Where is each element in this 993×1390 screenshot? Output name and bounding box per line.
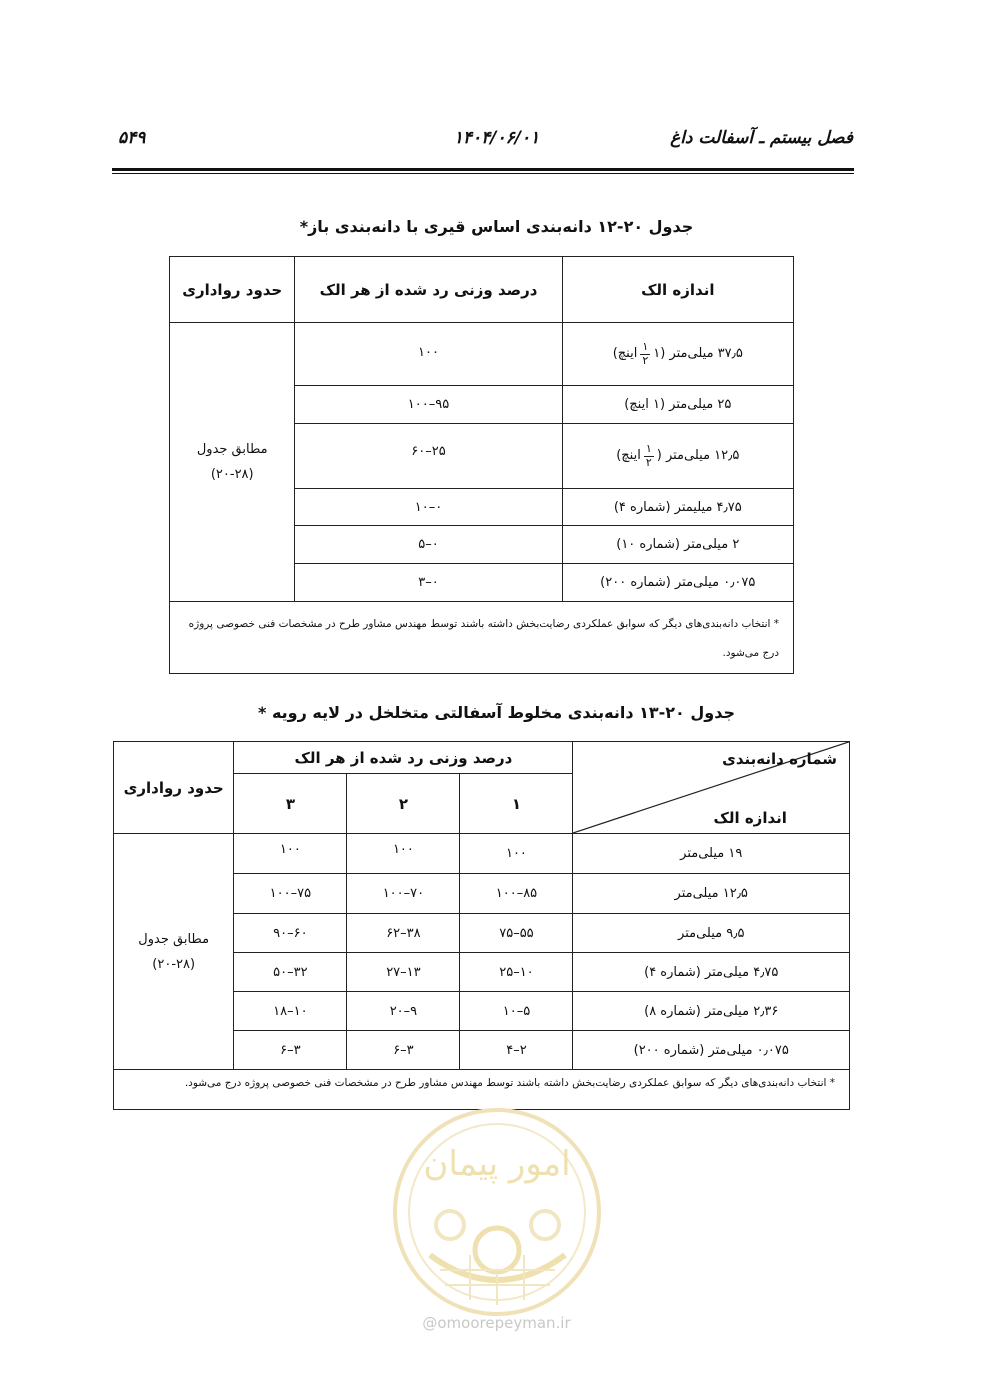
table2-value-cell: ۳–۶ bbox=[347, 1031, 460, 1070]
tolerance-line1: مطابق جدول bbox=[196, 442, 268, 457]
table1 bbox=[169, 256, 794, 674]
table1-tolerance-cell bbox=[170, 323, 295, 602]
table2-value-cell: ۳۲–۵۰ bbox=[234, 953, 347, 992]
table1-value-cell: ۱۰۰ bbox=[295, 323, 562, 386]
table2-header-tolerance: حدود رواداری bbox=[114, 742, 234, 834]
table2-col-2: ۲ bbox=[347, 774, 460, 834]
table-row bbox=[114, 834, 850, 874]
table2-group-header: درصد وزنی رد شده از هر الک bbox=[234, 742, 573, 774]
watermark-logo-icon bbox=[390, 1105, 605, 1320]
table2-sieve-cell: ۱۹ میلی‌متر bbox=[573, 834, 850, 874]
table2-value-cell: ۱۰۰ bbox=[460, 834, 573, 874]
table2-value-cell: ۹–۲۰ bbox=[347, 992, 460, 1031]
table2-sieve-cell: ۲٫۳۶ میلی‌متر (شماره ۸) bbox=[573, 992, 850, 1031]
sieve-text-end: اینچ) bbox=[616, 448, 641, 464]
table2-diagonal-header bbox=[573, 742, 850, 834]
fraction: $\frac{۱}{۲}$ bbox=[642, 340, 649, 367]
table2-sieve-cell: ۰٫۰۷۵ میلی‌متر (شماره ۲۰۰) bbox=[573, 1031, 850, 1070]
diag-bottom-label: اندازه الک bbox=[713, 809, 787, 827]
diag-top-label: شماره دانه‌بندی bbox=[722, 750, 837, 768]
table-row bbox=[170, 323, 794, 386]
table1-sieve-cell: ۲ میلی‌متر (شماره ۱۰) bbox=[562, 526, 793, 564]
table1-sieve-cell: ۴٫۷۵ میلیمتر (شماره ۴) bbox=[562, 489, 793, 526]
table1-header-sieve: اندازه الک bbox=[562, 257, 793, 323]
table2-sieve-cell: ۴٫۷۵ میلی‌متر (شماره ۴) bbox=[573, 953, 850, 992]
sieve-text: ۱۲٫۵ میلی‌متر ( bbox=[656, 448, 740, 464]
table1-value-cell: ۰–۳ bbox=[295, 564, 562, 602]
table2-value-cell: ۳–۶ bbox=[234, 1031, 347, 1070]
table2-value-cell: ۱۰۰ bbox=[347, 834, 460, 874]
table2-value-cell: ۸۵–۱۰۰ bbox=[460, 874, 573, 914]
table2-value-cell: ۱۰–۱۸ bbox=[234, 992, 347, 1031]
table2-value-cell: ۷۵–۱۰۰ bbox=[234, 874, 347, 914]
sieve-text: ۳۷٫۵ میلی‌متر ( bbox=[660, 346, 743, 362]
table2-value-cell: ۱۰۰ bbox=[234, 834, 347, 874]
table1-value-cell: ۰–۵ bbox=[295, 526, 562, 564]
table2 bbox=[113, 741, 850, 1110]
watermark-logo-text: امور پیمان bbox=[423, 1144, 571, 1184]
table1-footnote: * انتخاب دانه‌بندی‌های دیگر که سوابق عملکردی رضایت‌بخش داشته باشند توسط مهندس مشاور طرح در مشخصات فنی خصوصی پروژه درج می‌شود. bbox=[170, 602, 794, 674]
chapter-title: فصل بیستم ـ آسفالت داغ bbox=[670, 128, 853, 148]
table2-sieve-cell: ۱۲٫۵ میلی‌متر bbox=[573, 874, 850, 914]
table2-sieve-cell: ۹٫۵ میلی‌متر bbox=[573, 914, 850, 953]
tolerance-line2: (۲۰-۲۸) bbox=[210, 467, 254, 482]
table2-value-cell: ۵–۱۰ bbox=[460, 992, 573, 1031]
tolerance-line2: (۲۰-۲۸) bbox=[152, 956, 196, 972]
table1-value-cell: ۹۵–۱۰۰ bbox=[295, 386, 562, 424]
table1-sieve-cell: ۰٫۰۷۵ میلی‌متر (شماره ۲۰۰) bbox=[562, 564, 793, 602]
table2-footnote: * انتخاب دانه‌بندی‌های دیگر که سوابق عملکردی رضایت‌بخش داشته باشند توسط مهندس مشاور طرح در مشخصات فنی خصوصی پروژه درج می‌شود. bbox=[114, 1070, 850, 1110]
watermark-site: @omoorepeyman.ir bbox=[422, 1314, 571, 1332]
table1-sieve-cell: ۲۵ میلی‌متر (۱ اینچ) bbox=[562, 386, 793, 424]
table2-tolerance-cell bbox=[114, 834, 234, 1070]
table1-sieve-cell bbox=[562, 323, 793, 386]
header-rule-thin bbox=[112, 173, 854, 174]
table2-value-cell: ۱۳–۲۷ bbox=[347, 953, 460, 992]
table1-header-percent: درصد وزنی رد شده از هر الک bbox=[295, 257, 562, 323]
table2-value-cell: ۱۰–۲۵ bbox=[460, 953, 573, 992]
table1-caption: جدول ۲۰-۱۲ دانه‌بندی اساس قیری با دانه‌بندی باز* bbox=[299, 217, 694, 236]
tolerance-line1: مطابق جدول bbox=[138, 931, 210, 947]
fraction-whole: ۱ bbox=[653, 346, 661, 362]
table2-caption: جدول ۲۰-۱۳ دانه‌بندی مخلوط آسفالتی متخلخل در لایه رویه * bbox=[258, 703, 735, 722]
fraction: $\frac{۱}{۲}$ bbox=[645, 442, 652, 469]
table1-value-cell: ۰–۱۰ bbox=[295, 489, 562, 526]
table2-value-cell: ۷۰–۱۰۰ bbox=[347, 874, 460, 914]
table2-value-cell: ۲–۴ bbox=[460, 1031, 573, 1070]
sieve-text-end: اینچ) bbox=[612, 346, 638, 362]
table2-value-cell: ۵۵–۷۵ bbox=[460, 914, 573, 953]
page-number: ۵۴۹ bbox=[118, 128, 146, 148]
table1-sieve-cell bbox=[562, 424, 793, 489]
header-rule-thick bbox=[112, 168, 854, 171]
table1-header-tolerance: حدود رواداری bbox=[170, 257, 295, 323]
table2-value-cell: ۳۸–۶۲ bbox=[347, 914, 460, 953]
table1-value-cell: ۲۵–۶۰ bbox=[295, 424, 562, 489]
table2-value-cell: ۶۰–۹۰ bbox=[234, 914, 347, 953]
table2-col-1: ۱ bbox=[460, 774, 573, 834]
header-date: ۱۴۰۴/۰۶/۰۱ bbox=[453, 128, 540, 148]
table2-col-3: ۳ bbox=[234, 774, 347, 834]
